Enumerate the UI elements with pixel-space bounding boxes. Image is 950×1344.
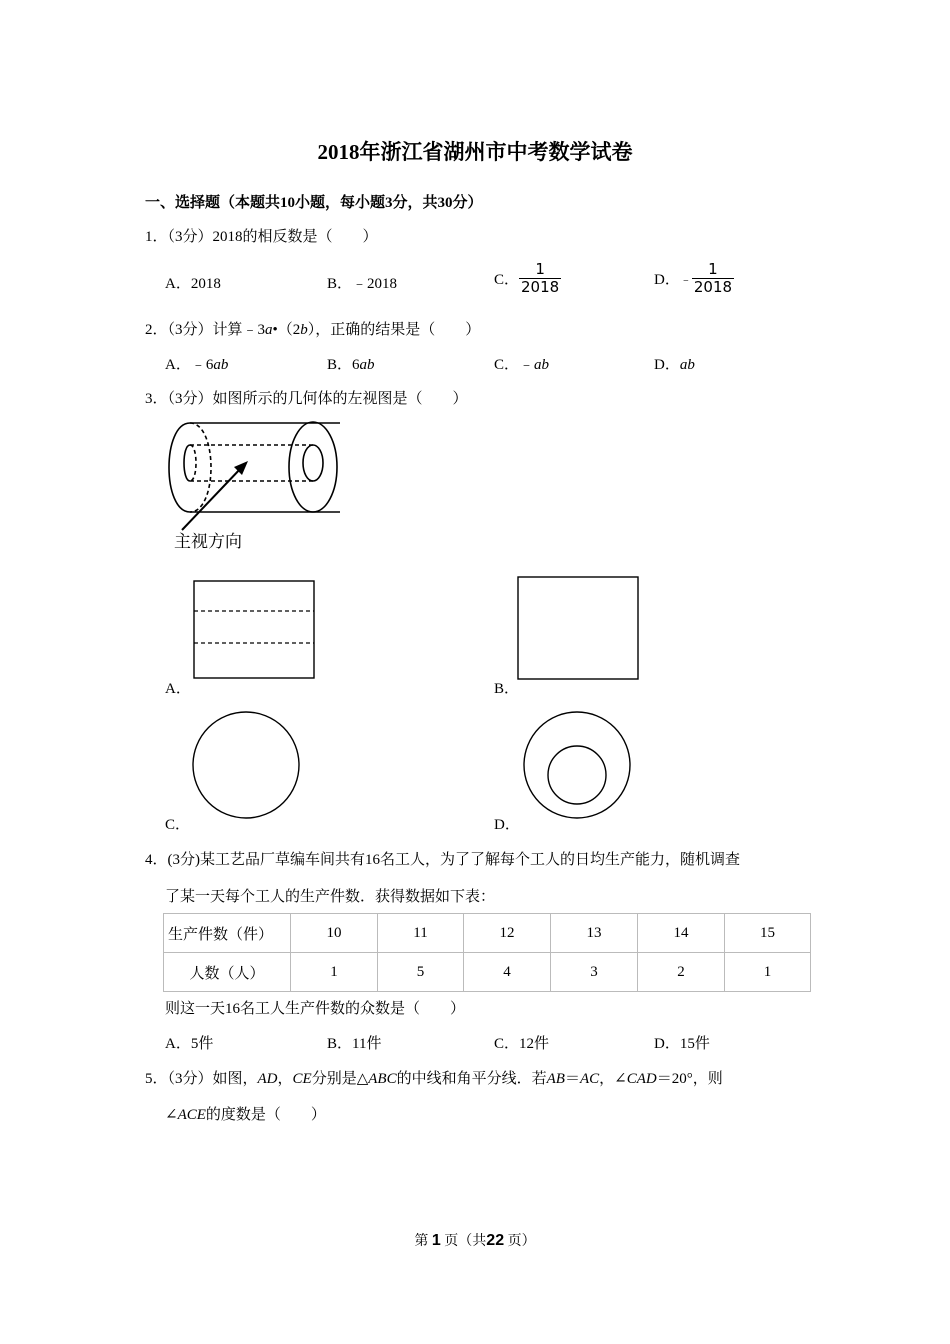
q3-option-a-figure (193, 580, 315, 680)
var-a: a (265, 322, 273, 338)
segment-ab: AB (546, 1071, 565, 1087)
fraction-numerator: 1 (535, 260, 545, 278)
footer-text: 页） (507, 1234, 536, 1249)
triangle-abc: ABC (368, 1071, 397, 1087)
q3-option-b-figure (517, 576, 639, 680)
table-cell: 14 (638, 914, 725, 953)
footer-text: 页（共 (444, 1234, 487, 1249)
q2-option-a[interactable] (165, 353, 228, 374)
q5-text: 的度数是（ ） (205, 1107, 326, 1123)
q3-option-a[interactable]: A． (165, 681, 191, 697)
question-1-stem: 1．（3分）2018的相反数是（ ） (145, 229, 378, 245)
table-cell: 3 (551, 953, 638, 992)
direction-arrow-line (182, 467, 242, 530)
var-ab: ab (213, 357, 229, 373)
q3-option-b[interactable]: B． (494, 681, 520, 697)
table-cell: 1 (291, 953, 378, 992)
table-cell: 4 (464, 953, 551, 992)
circle-outline (193, 712, 299, 818)
square-outline (518, 577, 638, 679)
q5-text: ， (277, 1071, 293, 1087)
q3-option-d-figure (521, 710, 633, 822)
cylinder-left-arc (169, 423, 190, 512)
cylinder-left-hidden-arc (190, 423, 211, 512)
q1-option-d[interactable] (654, 261, 734, 296)
q5-text: 的中线和角平分线．若 (396, 1071, 547, 1087)
q4-option-a[interactable]: A．5件 (165, 1036, 214, 1052)
hole-ellipse (303, 445, 323, 481)
q1-option-c[interactable] (494, 261, 561, 296)
q2-option-b[interactable] (327, 353, 375, 374)
table-cell: 10 (291, 914, 378, 953)
table-cell: 13 (551, 914, 638, 953)
outer-circle (524, 712, 630, 818)
hole-left-arc (184, 445, 190, 481)
cylinder-right-ellipse (289, 422, 337, 512)
q5-text: 分别是△ (311, 1071, 369, 1087)
page-title: 2018年浙江省湖州市中考数学试卷 (317, 140, 633, 164)
q2-text: •（2 (272, 322, 301, 338)
square-outline (194, 581, 314, 678)
question-5-line-1 (145, 1067, 723, 1088)
q1-option-c-fraction (519, 261, 561, 296)
q1-option-c-label: C． (494, 272, 520, 288)
question-2-stem (145, 318, 480, 339)
q2-text: 2．（3分）计算﹣3 (145, 322, 266, 338)
page-number: 1 (431, 1232, 441, 1249)
q2-option-c[interactable] (494, 353, 549, 374)
q5-text: ＝20°，则 (656, 1071, 723, 1087)
var-ab: ab (534, 357, 550, 373)
table-cell: 12 (464, 914, 551, 953)
table-row-header: 生产件数（件） (164, 914, 291, 953)
segment-ce: CE (292, 1071, 312, 1087)
option-label: A．﹣6 (165, 357, 214, 373)
option-label: D． (654, 357, 680, 373)
table-cell: 11 (378, 914, 464, 953)
footer-text: 第 (414, 1234, 429, 1249)
total-pages: 22 (486, 1232, 505, 1249)
question-4-line-1: 4．(3分)某工艺品厂草编车间共有16名工人，为了了解每个工人的日均生产能力，随机调查 (145, 852, 740, 868)
table-cell: 2 (638, 953, 725, 992)
var-ab: ab (679, 357, 695, 373)
q4-option-c[interactable]: C．12件 (494, 1036, 550, 1052)
question-4-line-2: 了某一天每个工人的生产件数．获得数据如下表： (165, 889, 496, 905)
production-table (163, 913, 811, 992)
q1-option-a[interactable]: A．2018 (165, 276, 221, 292)
q3-option-d[interactable]: D． (494, 817, 520, 833)
page-footer (0, 1230, 950, 1250)
q1-option-d-fraction (692, 261, 734, 296)
q5-text: ∠ (165, 1107, 178, 1123)
q5-text: 5．（3分）如图， (145, 1071, 258, 1087)
q3-option-c[interactable]: C． (165, 817, 191, 833)
q5-text: ，∠ (599, 1071, 627, 1087)
angle-cad: CAD (626, 1071, 657, 1087)
fraction-denominator: 2018 (693, 278, 733, 296)
q1-option-d-label: D． (654, 272, 680, 288)
cylinder-figure (160, 415, 350, 560)
hole-left-hidden-arc (190, 445, 196, 481)
q4-option-b[interactable]: B．11件 (327, 1036, 382, 1052)
table-row (164, 914, 811, 953)
q5-text: ＝ (564, 1071, 580, 1087)
table-row (164, 953, 811, 992)
segment-ad: AD (257, 1071, 278, 1087)
table-cell: 5 (378, 953, 464, 992)
q2-text: ），正确的结果是（ ） (307, 322, 481, 338)
question-4-prompt: 则这一天16名工人生产件数的众数是（ ） (165, 1001, 466, 1017)
q2-option-d[interactable] (654, 353, 695, 374)
figure-caption: 主视方向 (174, 532, 242, 552)
var-ab: ab (359, 357, 375, 373)
table-cell: 15 (725, 914, 811, 953)
section-heading: 一、选择题（本题共10小题，每小题3分，共30分） (145, 195, 483, 211)
option-label: B．6 (327, 357, 360, 373)
table-row-header: 人数（人） (164, 953, 291, 992)
question-3-stem: 3．（3分）如图所示的几何体的左视图是（ ） (145, 391, 468, 407)
q3-option-c-figure (192, 710, 304, 822)
angle-ace: ACE (177, 1107, 206, 1123)
table-cell: 1 (725, 953, 811, 992)
inner-circle (548, 746, 606, 804)
fraction-numerator: 1 (708, 260, 718, 278)
negative-sign: ﹣ (679, 272, 692, 286)
q4-option-d[interactable]: D．15件 (654, 1036, 710, 1052)
q1-option-b[interactable]: B．﹣2018 (327, 276, 398, 292)
option-label: C．﹣ (494, 357, 535, 373)
var-b: b (300, 322, 308, 338)
question-5-line-2 (165, 1103, 326, 1124)
segment-ac: AC (579, 1071, 600, 1087)
fraction-denominator: 2018 (521, 278, 560, 296)
